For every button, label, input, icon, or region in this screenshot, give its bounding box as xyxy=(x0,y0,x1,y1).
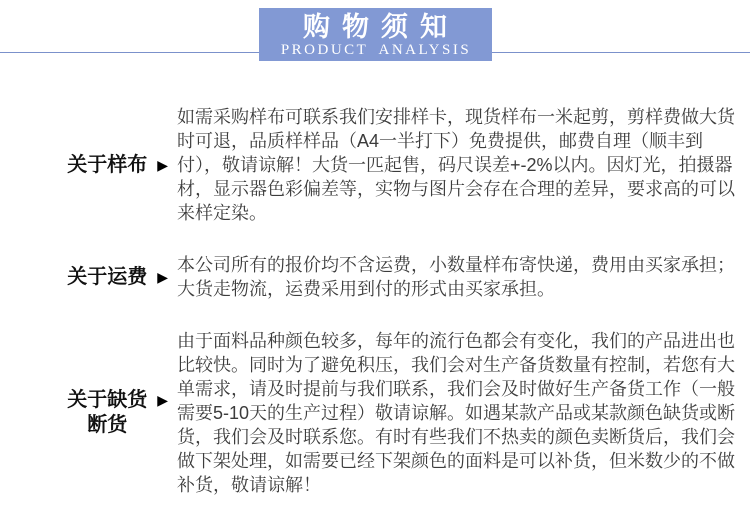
triangle-right-icon: ▶ xyxy=(157,268,168,285)
page-subtitle: PRODUCT ANALYSIS xyxy=(280,42,472,58)
page-title: 购物须知 xyxy=(303,12,459,42)
notice-sections xyxy=(0,105,750,497)
section-label-text: 关于样布 xyxy=(67,153,148,176)
section-out-of-stock xyxy=(0,329,750,497)
section-label-text: 关于缺货断货 xyxy=(67,389,148,436)
section-label-out-of-stock xyxy=(50,388,168,438)
section-label-shipping-fee xyxy=(50,265,168,290)
section-label-sample-fabric xyxy=(50,153,168,178)
section-body-sample-fabric: 如需采购样布可联系我们安排样卡，现货样布一米起剪，剪样费做大货时可退，品质样样品（A4一半打下）免费提供，邮费自理（顺丰到付），敬请谅解！大货一匹起售，码尺误差+-2%以内。因灯光，拍摄器材，显示器色彩偏差等，实物与图片会存在合理的差异，要求高的可以来样定染。 xyxy=(177,107,735,223)
triangle-right-icon: ▶ xyxy=(157,392,168,408)
triangle-right-icon: ▶ xyxy=(157,156,168,173)
section-body-shipping-fee: 本公司所有的报价均不含运费，小数量样布寄快递，费用由买家承担；大货走物流，运费采用到付的形式由买家承担。 xyxy=(177,255,735,299)
section-sample-fabric xyxy=(0,105,750,225)
shopping-notice-page xyxy=(0,8,750,506)
section-body-out-of-stock: 由于面料品种颜色较多，每年的流行色都会有变化，我们的产品进出也比较快。同时为了避免积压，我们会对生产备货数量有控制，若您有大单需求，请及时提前与我们联系，我们会及时做好生产备货工作（一般需要5-10天的生产过程）敬请谅解。如遇某款产品或某款颜色缺货或断货，我们会及时联系您。有时有些我们不热卖的颜色卖断货后，我们会做下架处理，如需要已经下架颜色的面料是可以补货，但米数少的不做补货，敬请谅解！ xyxy=(177,331,736,495)
section-shipping-fee xyxy=(0,253,750,301)
section-label-text: 关于运费 xyxy=(67,265,148,288)
page-header xyxy=(259,8,492,61)
